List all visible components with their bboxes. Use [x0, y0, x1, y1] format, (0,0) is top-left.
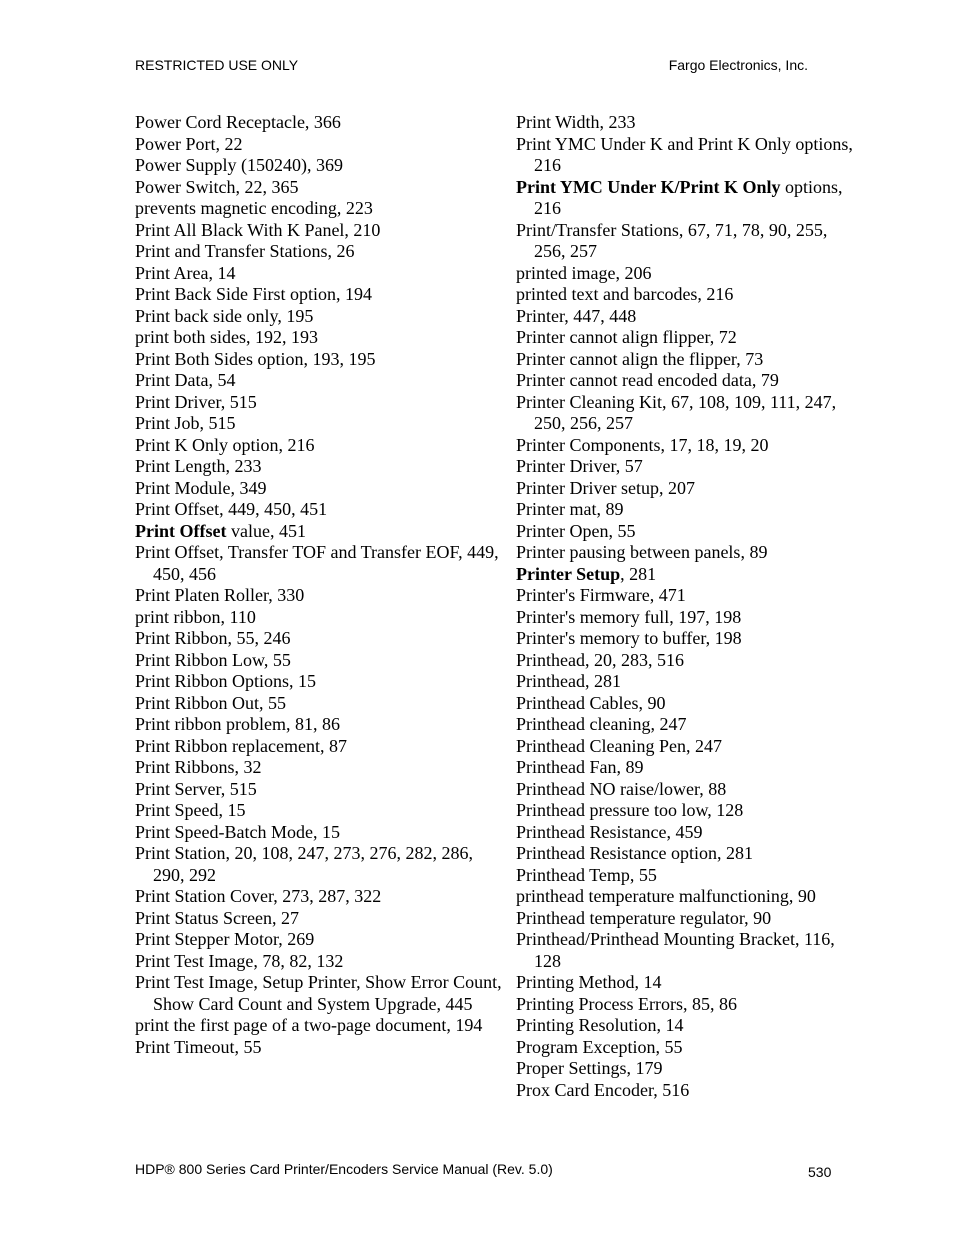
index-entry-text: Print Area, 14: [135, 262, 236, 283]
index-entry-text: Print Speed-Batch Mode, 15: [135, 821, 340, 842]
index-entry: [516, 263, 856, 285]
index-entry: [516, 714, 856, 736]
index-entry-text: Print K Only option, 216: [135, 434, 315, 455]
index-entry: [516, 478, 856, 500]
index-entry: [516, 628, 856, 650]
index-entry-bold-term: Print Offset: [135, 520, 227, 541]
index-entry: [516, 1015, 856, 1037]
index-entry-text: Printer's Firmware, 471: [516, 585, 686, 605]
index-entry-text: Print Station Cover, 273, 287, 322: [135, 886, 382, 906]
index-entry-text: Print Offset, Transfer TOF and Transfer EOF, 449, 450, 456: [135, 542, 499, 584]
index-entry: [135, 929, 505, 951]
index-entry-text: Printhead Resistance option, 281: [516, 843, 753, 863]
index-column-left: [135, 112, 505, 1058]
index-entry-text: Printer's memory to buffer, 198: [516, 628, 742, 648]
index-entry: [135, 134, 505, 156]
index-entry: [135, 177, 505, 199]
index-entry-text: printed image, 206: [516, 262, 652, 283]
index-entry-text: Print Both Sides option, 193, 195: [135, 348, 376, 369]
index-entry-text: Power Port, 22: [135, 133, 243, 154]
index-entry-text: Printhead Cables, 90: [516, 692, 666, 713]
index-entry-text: Printer mat, 89: [516, 499, 624, 519]
index-entry: [135, 800, 505, 822]
index-entry: [135, 714, 505, 736]
index-entry-text: Print Data, 54: [135, 370, 236, 390]
index-entry: [135, 284, 505, 306]
index-entry-text: Printer's memory full, 197, 198: [516, 606, 742, 627]
index-entry-text: Printhead NO raise/lower, 88: [516, 778, 727, 799]
index-entry: [516, 521, 856, 543]
index-entry-text: Print All Black With K Panel, 210: [135, 219, 381, 240]
index-entry: [516, 736, 856, 758]
index-entry-text: Print Length, 233: [135, 456, 262, 476]
index-entry: [135, 241, 505, 263]
index-entry: [135, 478, 505, 500]
index-entry: [135, 736, 505, 758]
index-entry: [516, 693, 856, 715]
index-entry-text: Print Platen Roller, 330: [135, 585, 305, 605]
header-restricted-notice: RESTRICTED USE ONLY: [135, 57, 299, 73]
index-entry-text: Printhead cleaning, 247: [516, 714, 687, 734]
index-entry: [516, 220, 856, 263]
index-entry-text: value, 451: [226, 520, 306, 541]
index-entry: [516, 284, 856, 306]
index-entry: [135, 349, 505, 371]
index-entry-text: Printer Open, 55: [516, 520, 636, 541]
index-entry-text: Printer pausing between panels, 89: [516, 542, 768, 562]
index-entry: [516, 843, 856, 865]
index-entry: [135, 607, 505, 629]
index-entry-bold-term: Print YMC Under K/Print K Only: [516, 176, 781, 197]
index-entry-text: printhead temperature malfunctioning, 90: [516, 886, 816, 906]
index-entry: [516, 865, 856, 887]
index-entry: [516, 886, 856, 908]
index-entry-text: print both sides, 192, 193: [135, 327, 318, 347]
index-entry-text: Print YMC Under K and Print K Only options, 216: [516, 133, 853, 175]
index-entry: [135, 671, 505, 693]
index-entry: [135, 327, 505, 349]
index-entry-text: Power Supply (150240), 369: [135, 155, 343, 175]
index-entry-text: Print Module, 349: [135, 477, 267, 498]
index-entry-text: Printhead, 281: [516, 671, 621, 691]
index-entry: [135, 908, 505, 930]
index-entry: [135, 757, 505, 779]
index-entry: [516, 779, 856, 801]
index-entry: [516, 306, 856, 328]
index-entry: [135, 435, 505, 457]
index-entry: [135, 499, 505, 521]
index-entry: [516, 349, 856, 371]
index-entry: [135, 693, 505, 715]
header-company-name: Fargo Electronics, Inc.: [668, 57, 808, 73]
index-entry: [516, 112, 856, 134]
index-entry: [516, 929, 856, 972]
index-entry-text: Printhead, 20, 283, 516: [516, 649, 684, 670]
index-entry-text: Print Back Side First option, 194: [135, 284, 373, 304]
index-entry-text: Print/Transfer Stations, 67, 71, 78, 90, 255, 256, 257: [516, 219, 828, 261]
index-entry: [516, 435, 856, 457]
index-entry: [516, 392, 856, 435]
index-entry: [516, 822, 856, 844]
index-entry-text: Print Job, 515: [135, 413, 236, 433]
index-entry-text: Printhead Temp, 55: [516, 864, 657, 885]
index-entry-text: Printhead Resistance, 459: [516, 821, 703, 842]
index-entry: [516, 757, 856, 779]
index-entry: [135, 542, 505, 585]
index-entry-text: Print ribbon problem, 81, 86: [135, 714, 340, 734]
index-entry: [516, 585, 856, 607]
index-entry: [135, 650, 505, 672]
index-entry-text: Printhead temperature regulator, 90: [516, 907, 772, 928]
index-entry: [135, 1015, 505, 1037]
index-entry: [135, 843, 505, 886]
index-entry-text: Printer Driver, 57: [516, 456, 643, 476]
index-entry-text: Printing Method, 14: [516, 972, 662, 992]
index-entry: [516, 456, 856, 478]
index-entry-text: print the first page of a two-page document, 194: [135, 1015, 483, 1035]
index-entry: [135, 370, 505, 392]
index-entry: [516, 1037, 856, 1059]
index-entry: [135, 456, 505, 478]
index-entry-text: Print Ribbon Low, 55: [135, 649, 291, 670]
index-entry-text: Print Timeout, 55: [135, 1036, 262, 1057]
index-entry: [135, 198, 505, 220]
index-entry-text: Print Test Image, 78, 82, 132: [135, 950, 344, 971]
index-entry-text: prevents magnetic encoding, 223: [135, 198, 373, 218]
index-entry: [135, 263, 505, 285]
index-entry-text: Print Ribbons, 32: [135, 757, 262, 777]
index-entry-text: Print Ribbon Options, 15: [135, 671, 317, 691]
index-entry: [135, 220, 505, 242]
index-entry: [135, 1037, 505, 1059]
footer-page-number: 530: [808, 1164, 832, 1180]
index-entry: [516, 1080, 856, 1102]
index-entry-text: Print Stepper Motor, 269: [135, 929, 315, 949]
index-entry-text: printed text and barcodes, 216: [516, 284, 734, 304]
index-entry: [516, 908, 856, 930]
footer-manual-title: HDP® 800 Series Card Printer/Encoders Service Manual (Rev. 5.0): [135, 1161, 553, 1177]
index-entry-text: Print Ribbon replacement, 87: [135, 735, 347, 756]
index-entry: [516, 499, 856, 521]
index-entry-text: Prox Card Encoder, 516: [516, 1079, 690, 1100]
index-entry-text: Printhead Cleaning Pen, 247: [516, 735, 722, 756]
index-entry-text: Printing Process Errors, 85, 86: [516, 993, 737, 1014]
index-entry-text: Printer cannot read encoded data, 79: [516, 370, 779, 390]
index-entry-text: Proper Settings, 179: [516, 1058, 663, 1078]
index-entry: [516, 994, 856, 1016]
index-entry: [516, 671, 856, 693]
index-entry: [516, 972, 856, 994]
index-entry-text: Printer Cleaning Kit, 67, 108, 109, 111, 247, 250, 256, 257: [516, 391, 837, 433]
index-entry-bold-term: Printer Setup: [516, 563, 621, 584]
index-entry-text: Print Ribbon Out, 55: [135, 692, 287, 713]
index-entry-text: Print Speed, 15: [135, 800, 246, 820]
index-entry: [135, 886, 505, 908]
index-entry: [135, 521, 505, 543]
index-entry: [135, 392, 505, 414]
index-entry-text: Program Exception, 55: [516, 1036, 683, 1057]
index-entry-text: Printhead pressure too low, 128: [516, 800, 744, 820]
index-entry: [516, 800, 856, 822]
index-entry-text: Print Width, 233: [516, 112, 636, 132]
index-entry-text: Print Driver, 515: [135, 391, 257, 412]
index-entry: [516, 134, 856, 177]
index-entry-text: Printer Driver setup, 207: [516, 477, 695, 498]
index-entry-text: Printer cannot align flipper, 72: [516, 327, 737, 347]
index-entry-text: Print Server, 515: [135, 778, 257, 799]
index-entry-text: Print Station, 20, 108, 247, 273, 276, 282, 286, 290, 292: [135, 843, 474, 885]
index-entry: [516, 327, 856, 349]
index-entry: [516, 650, 856, 672]
index-entry-text: print ribbon, 110: [135, 606, 256, 627]
index-entry: [516, 564, 856, 586]
index-entry: [135, 972, 505, 1015]
index-entry: [135, 585, 505, 607]
index-entry: [516, 1058, 856, 1080]
index-entry: [135, 628, 505, 650]
index-entry: [135, 112, 505, 134]
index-entry-text: Print Test Image, Setup Printer, Show Error Count, Show Card Count and System Upgrade, 445: [135, 972, 502, 1014]
index-entry: [135, 822, 505, 844]
index-entry: [516, 177, 856, 220]
index-entry-text: , 281: [620, 563, 657, 584]
index-entry: [135, 155, 505, 177]
index-entry: [516, 607, 856, 629]
index-entry-text: Printing Resolution, 14: [516, 1015, 684, 1035]
index-entry: [135, 413, 505, 435]
index-entry-text: Power Switch, 22, 365: [135, 176, 299, 197]
index-entry: [135, 951, 505, 973]
index-entry: [135, 306, 505, 328]
index-entry-text: Printhead Fan, 89: [516, 757, 644, 777]
index-entry-text: Printer Components, 17, 18, 19, 20: [516, 434, 769, 455]
index-entry-text: Print and Transfer Stations, 26: [135, 241, 355, 261]
index-entry-text: Power Cord Receptacle, 366: [135, 112, 341, 132]
index-entry-text: Print Status Screen, 27: [135, 907, 299, 928]
index-entry: [516, 542, 856, 564]
index-entry-text: Printhead/Printhead Mounting Bracket, 116, 128: [516, 929, 835, 971]
index-column-right: [516, 112, 856, 1101]
index-entry-text: Print Ribbon, 55, 246: [135, 628, 291, 648]
index-entry-text: Printer cannot align the flipper, 73: [516, 348, 764, 369]
index-entry-text: Print Offset, 449, 450, 451: [135, 499, 328, 519]
index-entry: [135, 779, 505, 801]
index-entry-text: options, 216: [534, 176, 843, 218]
index-entry: [516, 370, 856, 392]
index-entry-text: Print back side only, 195: [135, 305, 314, 326]
index-entry-text: Printer, 447, 448: [516, 305, 637, 326]
